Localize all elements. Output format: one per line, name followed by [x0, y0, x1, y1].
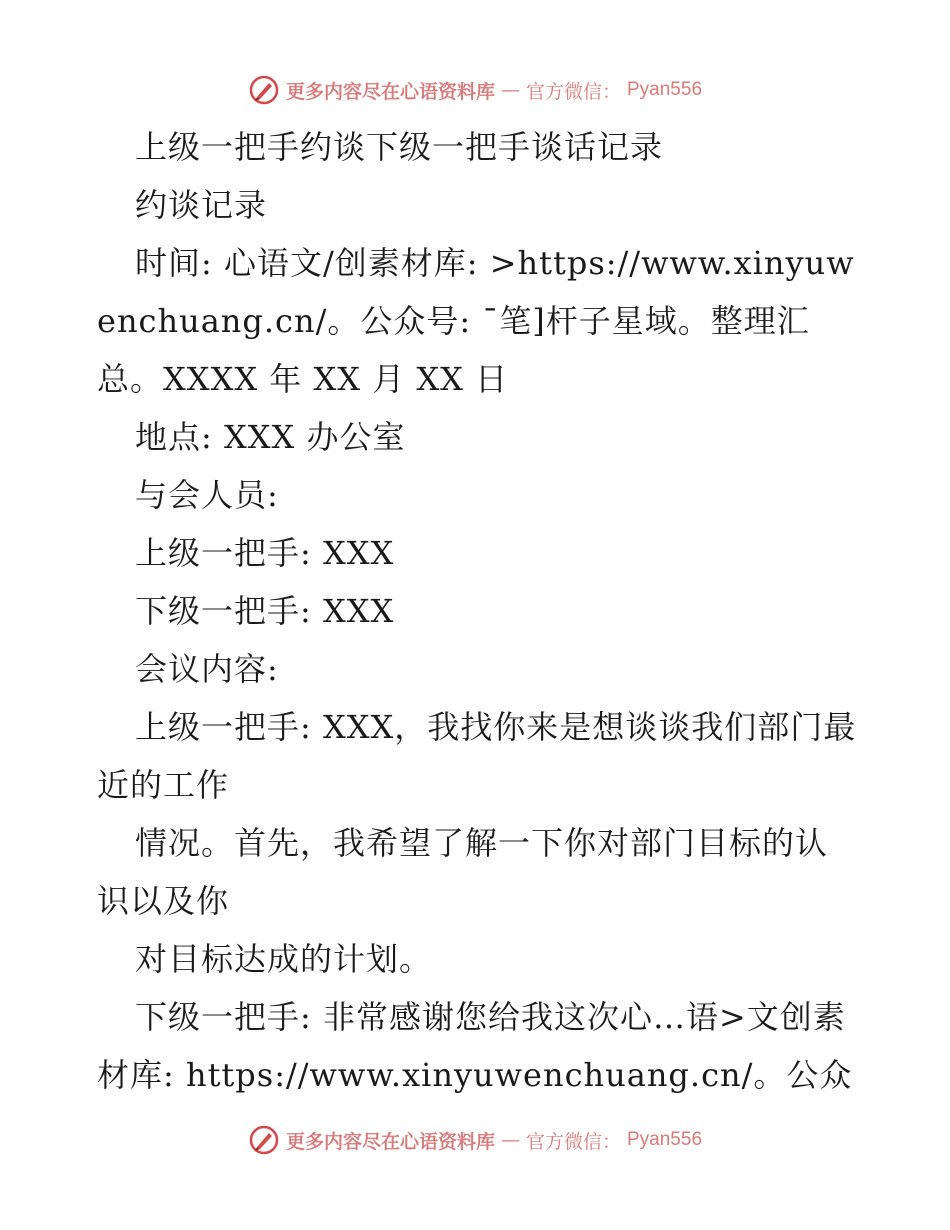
header-banner [0, 70, 950, 110]
pen-logo-icon [248, 1124, 280, 1156]
banner-wechat-label: 官方微信： [525, 80, 621, 103]
banner-slogan: 更多内容尽在心语资料库 [285, 1130, 495, 1153]
banner-dash: — [500, 1129, 520, 1151]
pen-logo-icon [248, 74, 280, 106]
paragraph: 地点: XXX 办公室 [135, 418, 406, 456]
banner-wechat-id: Pyan556 [627, 1129, 703, 1150]
paragraph: 约谈记录 [135, 186, 268, 224]
paragraph: 对目标达成的计划。 [135, 940, 433, 978]
footer-banner [0, 1120, 950, 1160]
paragraph: 时间: 心语文/创素材库: >https://www.xinyuwenchuang.cn/。公众号: ¯笔]杆子星域。整理汇总。XXXX 年 XX 月 XX 日 [97, 244, 855, 398]
paragraph: 与会人员: [135, 476, 279, 514]
banner-wechat-label: 官方微信： [525, 1130, 621, 1153]
paragraph: 下级一把手: 非常感谢您给我这次心…语>文创素材库: https://www.xinyuwenchuang.cn/。公众 [97, 998, 853, 1094]
paragraph: 上级一把手: XXX [135, 534, 395, 572]
paragraph: 会议内容: [135, 650, 279, 688]
document-body [97, 118, 857, 1104]
paragraph: 情况。首先，我希望了解一下你对部门目标的认识以及你 [97, 824, 829, 920]
banner-wechat-id: Pyan556 [627, 79, 703, 100]
paragraph: 上级一把手: XXX，我找你来是想谈谈我们部门最近的工作 [97, 708, 857, 804]
paragraph: 下级一把手: XXX [135, 592, 395, 630]
banner-dash: — [500, 79, 520, 101]
banner-slogan: 更多内容尽在心语资料库 [285, 80, 495, 103]
document-title: 上级一把手约谈下级一把手谈话记录 [135, 128, 664, 166]
